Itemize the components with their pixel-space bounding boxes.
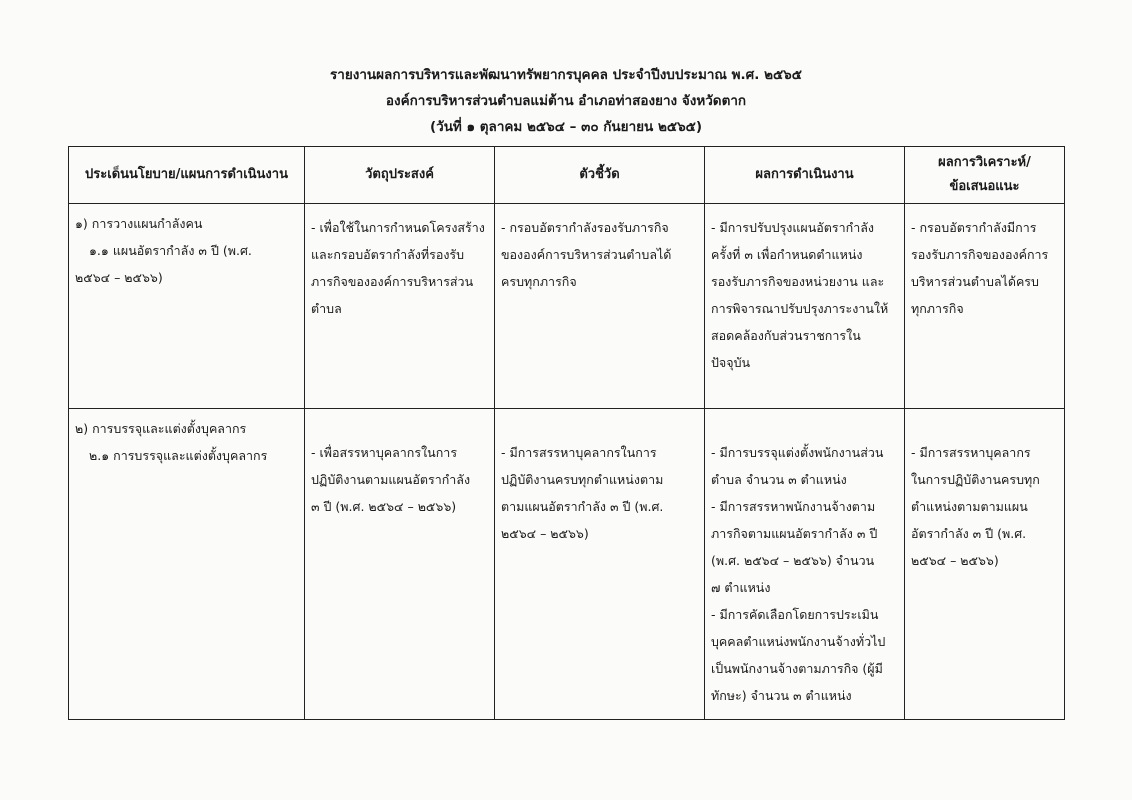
text-line: ตำบล [311,301,342,316]
text-line: การพิจารณาปรับปรุงภาระงานให้ [711,301,889,316]
text-line: ๒๕๖๔ – ๒๕๖๖) [911,553,999,568]
text-line: ๒๕๖๔ – ๒๕๖๖) [75,270,163,285]
cell-indicator [495,409,705,720]
text-line: รองรับภารกิจของหน่วยงาน และ [711,274,885,289]
text-line: - มีการสรรหาบุคลากรในการ [501,445,657,460]
text-line: - เพื่อสรรหาบุคลากรในการ [311,445,458,460]
cell-result [705,409,905,720]
header-objective: วัตถุประสงค์ [305,147,495,204]
cell-analysis [905,409,1065,720]
text-line: รองรับภารกิจขององค์การ [911,247,1049,262]
cell-policy [69,409,305,720]
text-line: - มีการสรรหาบุคลากร [911,445,1031,460]
text-line: ๓ ปี (พ.ศ. ๒๕๖๔ – ๒๕๖๖) [311,499,457,514]
text-line: ๒๕๖๔ – ๒๕๖๖) [501,526,589,541]
cell-analysis [905,204,1065,409]
text-line: ตำบล จำนวน ๓ ตำแหน่ง [711,472,847,487]
text-line: - มีการสรรหาพนักงานจ้างตาม [711,499,876,514]
text-line: ๒.๑ การบรรจุและแต่งตั้งบุคลากร [89,448,268,463]
text-line: ๒) การบรรจุและแต่งตั้งบุคลากร [75,421,247,436]
header-analysis-line: ข้อเสนอแนะ [949,179,1020,194]
header-policy: ประเด็นนโยบาย/แผนการดำเนินงาน [69,147,305,204]
report-title: รายงานผลการบริหารและพัฒนาทรัพยากรบุคคล ประจำปีงบประมาณ พ.ศ. ๒๕๖๕ [330,67,802,83]
organization-name: องค์การบริหารส่วนตำบลแม่ต้าน อำเภอท่าสองยาง จังหวัดตาก [385,93,747,109]
table-header-row [69,147,1065,204]
cell-result [705,204,905,409]
text-line: ๑) การวางแผนกำลังคน [75,216,203,231]
text-line: ภารกิจขององค์การบริหารส่วน [311,274,474,289]
text-line: ตำแหน่งตามตามแผน [911,499,1028,514]
header-result: ผลการดำเนินงาน [705,147,905,204]
text-line: - มีการบรรจุแต่งตั้งพนักงานส่วน [711,445,884,460]
cell-indicator [495,204,705,409]
table-row [69,409,1065,720]
text-line: สอดคล้องกับส่วนราชการใน [711,328,861,343]
text-line: ๗ ตำแหน่ง [711,580,771,595]
text-line: - มีการปรับปรุงแผนอัตรากำลัง [711,220,874,235]
text-line: ขององค์การบริหารส่วนตำบลได้ [501,247,672,262]
text-line: - เพื่อใช้ในการกำหนดโครงสร้าง [311,220,485,235]
text-line: เป็นพนักงานจ้างตามภารกิจ (ผู้มี [711,661,883,676]
cell-objective [305,204,495,409]
text-line: ภารกิจตามแผนอัตรากำลัง ๓ ปี [711,526,878,541]
text-line: ครบทุกภารกิจ [501,274,577,289]
header-analysis [905,147,1065,204]
cell-policy [69,204,305,409]
text-line: ในการปฏิบัติงานครบทุก [911,472,1040,487]
text-line: บุคคลตำแหน่งพนักงานจ้างทั่วไป [711,634,886,649]
text-line: ครั้งที่ ๓ เพื่อกำหนดตำแหน่ง [711,247,863,262]
text-line: บริหารส่วนตำบลได้ครบ [911,274,1039,289]
text-line: ตามแผนอัตรากำลัง ๓ ปี (พ.ศ. [501,499,664,514]
report-table [68,146,1065,720]
text-line: ทักษะ) จำนวน ๓ ตำแหน่ง [711,688,852,703]
text-line: ปฏิบัติงานครบทุกตำแหน่งตาม [501,472,664,487]
report-period: (วันที่ ๑ ตุลาคม ๒๕๖๔ – ๓๐ กันยายน ๒๕๖๕) [429,119,703,135]
cell-objective [305,409,495,720]
header-analysis-line: ผลการวิเคราะห์/ [938,155,1031,170]
text-line: - มีการคัดเลือกโดยการประเมิน [711,607,879,622]
text-line: และกรอบอัตรากำลังที่รองรับ [311,247,465,262]
text-line: (พ.ศ. ๒๕๖๔ – ๒๕๖๖) จำนวน [711,553,875,568]
text-line: - กรอบอัตรากำลังรองรับภารกิจ [501,220,669,235]
text-line: ทุกภารกิจ [911,301,964,316]
text-line: - กรอบอัตรากำลังมีการ [911,220,1037,235]
text-line: ๑.๑ แผนอัตรากำลัง ๓ ปี (พ.ศ. [89,243,252,258]
text-line: อัตรากำลัง ๓ ปี (พ.ศ. [911,526,1027,541]
text-line: ปัจจุบัน [711,355,751,370]
table-row [69,204,1065,409]
text-line: ปฏิบัติงานตามแผนอัตรากำลัง [311,472,471,487]
header-indicator: ตัวชี้วัด [495,147,705,204]
